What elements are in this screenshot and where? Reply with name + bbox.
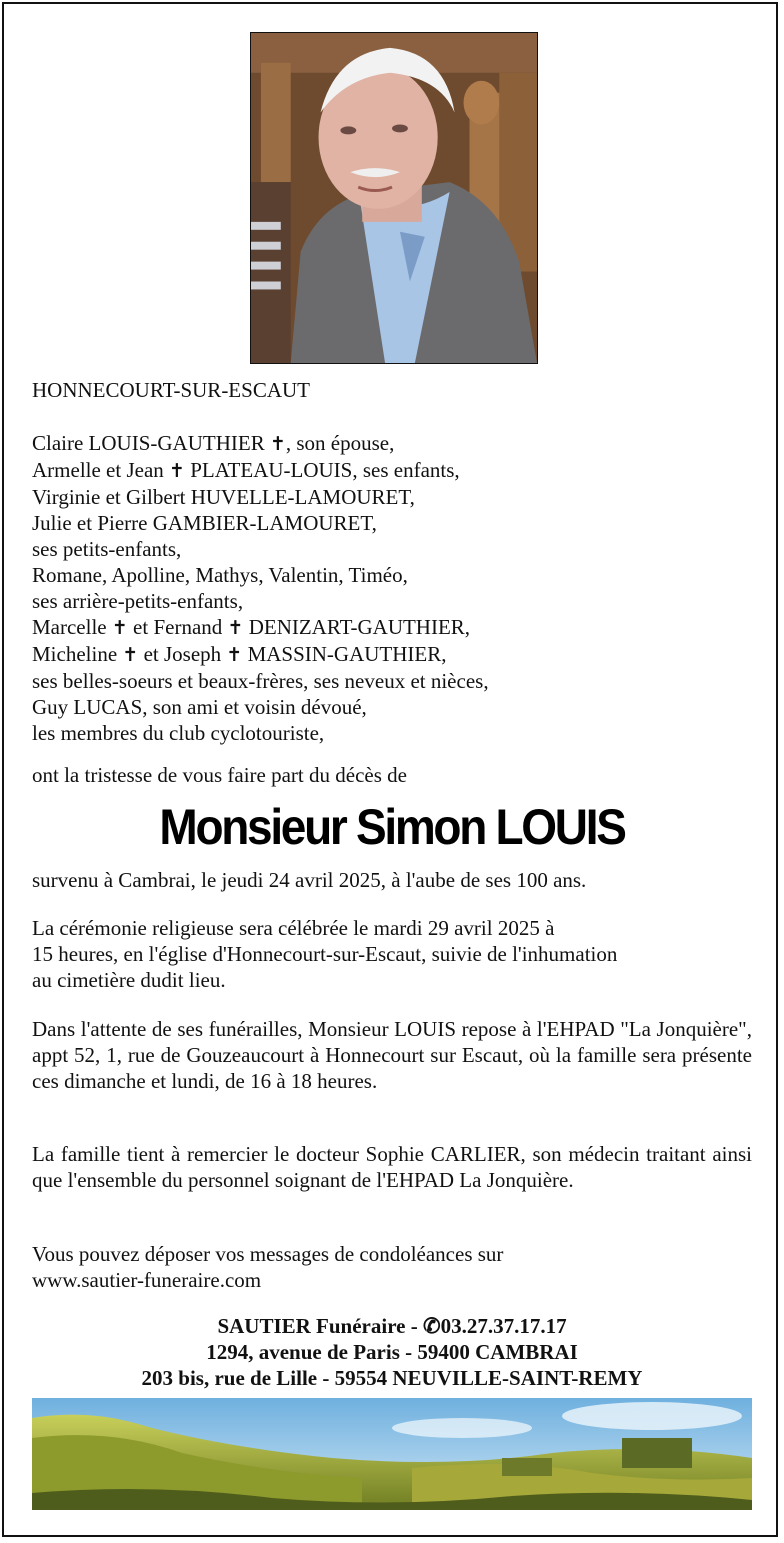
family-line: [32, 614, 752, 641]
announcement-text: ont la tristesse de vous faire part du décès de: [32, 763, 407, 787]
family-line: [32, 430, 752, 457]
town-heading: [32, 377, 752, 403]
condolences: [32, 1241, 752, 1293]
cross-icon: ✝: [169, 460, 185, 482]
family-line: [32, 510, 752, 536]
funeral-home-footer: [0, 1313, 784, 1391]
condolences-text: Vous pouvez déposer vos messages de condoléances sur: [32, 1242, 504, 1266]
family-text: ses arrière-petits-enfants,: [32, 589, 244, 613]
death-notice: [32, 867, 752, 893]
family-line: [32, 536, 752, 562]
family-text: MASSIN-GAUTHIER,: [242, 642, 447, 666]
family-text: et Joseph: [138, 642, 227, 666]
family-line: [32, 562, 752, 588]
cross-icon: ✝: [269, 433, 286, 455]
family-text: DENIZART-GAUTHIER,: [243, 615, 471, 639]
ceremony-line-3: au cimetière dudit lieu.: [32, 968, 226, 992]
family-text: ses belles-soeurs et beaux-frères, ses neveux et nièces,: [32, 669, 489, 693]
family-text: les membres du club cyclotouriste,: [32, 721, 325, 745]
cross-icon: ✝: [226, 644, 243, 666]
announcement: [32, 762, 752, 788]
family-text: Julie et Pierre GAMBIER-LAMOURET,: [32, 511, 377, 535]
death-notice-text: survenu à Cambrai, le jeudi 24 avril 2025, à l'aube de ses 100 ans.: [32, 868, 587, 892]
vineyard-landscape-image: [32, 1398, 752, 1510]
family-line: [32, 668, 752, 694]
family-text: ses petits-enfants,: [32, 537, 182, 561]
town-name: HONNECOURT-SUR-ESCAUT: [32, 378, 310, 402]
family-text: PLATEAU-LOUIS, ses enfants,: [184, 458, 460, 482]
family-text: et Fernand: [127, 615, 228, 639]
family-line: [32, 694, 752, 720]
funeral-home-address-1: 1294, avenue de Paris - 59400 CAMBRAI: [206, 1340, 578, 1364]
family-text: Romane, Apolline, Mathys, Valentin, Timéo,: [32, 563, 408, 587]
rest-paragraph: Dans l'attente de ses funérailles, Monsieur LOUIS repose à l'EHPAD "La Jonquière", appt 52, 1, rue de Gouzeaucourt à Honnecourt sur Escaut, où la famille sera présente ces dimanche et lundi, de 16 à 18 heures.: [32, 1017, 752, 1093]
portrait-photo: [250, 32, 538, 364]
funeral-home-address-2: 203 bis, rue de Lille - 59554 NEUVILLE-SAINT-REMY: [141, 1366, 643, 1390]
family-text: Micheline: [32, 642, 123, 666]
family-text: Claire LOUIS-GAUTHIER: [32, 431, 270, 455]
family-line: [32, 484, 752, 510]
family-line: [32, 641, 752, 668]
ceremony-info: [32, 915, 752, 993]
family-text: Marcelle: [32, 615, 112, 639]
deceased-name: Monsieur Simon LOUIS: [159, 799, 625, 855]
family-line: [32, 457, 752, 484]
cross-icon: ✝: [111, 617, 128, 639]
family-line: [32, 588, 752, 614]
ceremony-line-2: 15 heures, en l'église d'Honnecourt-sur-Escaut, suivie de l'inhumation: [32, 942, 618, 966]
thanks-paragraph: La famille tient à remercier le docteur Sophie CARLIER, son médecin traitant ainsi que l'ensemble du personnel soignant de l'EHPAD La Jonquière.: [32, 1142, 752, 1192]
family-text: , son épouse,: [285, 431, 395, 455]
family-list: [32, 430, 752, 746]
family-line: [32, 720, 752, 746]
family-text: Guy LUCAS, son ami et voisin dévoué,: [32, 695, 367, 719]
funeral-home-name-phone: SAUTIER Funéraire - ✆03.27.37.17.17: [217, 1314, 567, 1338]
condolences-website[interactable]: www.sautier-funeraire.com: [32, 1268, 262, 1292]
family-text: Virginie et Gilbert HUVELLE-LAMOURET,: [32, 485, 415, 509]
cross-icon: ✝: [122, 644, 139, 666]
family-text: Armelle et Jean: [32, 458, 170, 482]
cross-icon: ✝: [227, 617, 244, 639]
ceremony-line-1: La cérémonie religieuse sera célébrée le mardi 29 avril 2025 à: [32, 916, 555, 940]
